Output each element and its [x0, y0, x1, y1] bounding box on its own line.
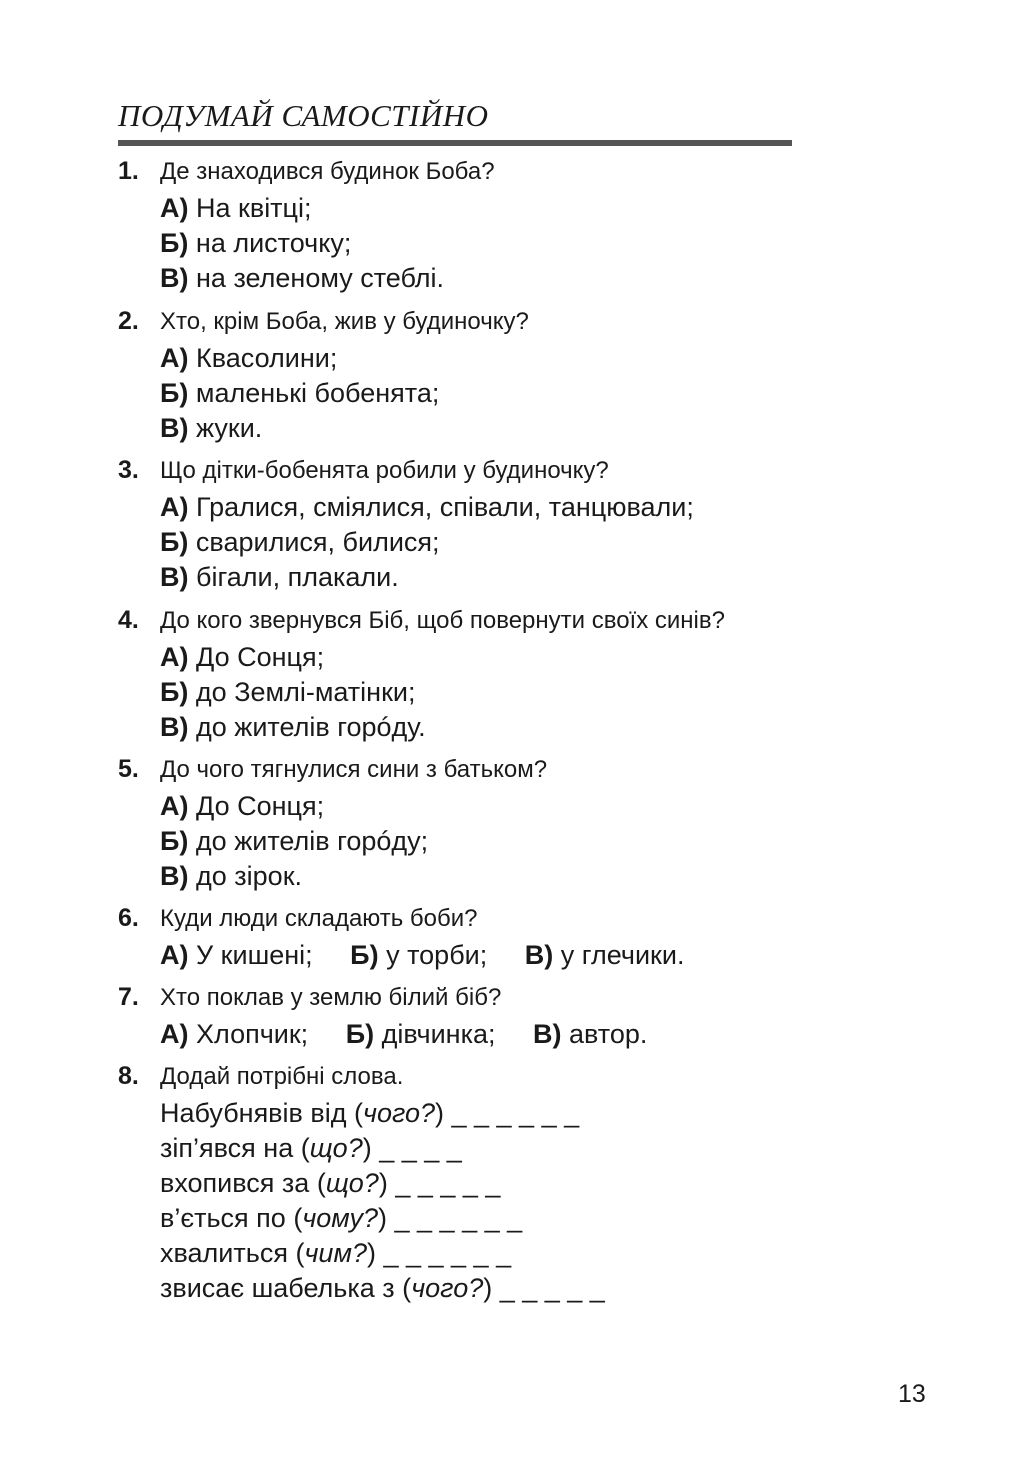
option-a: А) До Сонця;: [160, 791, 325, 821]
options-row: [160, 938, 684, 973]
question-number: 1.: [118, 157, 139, 185]
fill-line: в’ється по (чому?) _ _ _ _ _ _: [160, 1203, 523, 1233]
question-number: 8.: [118, 1062, 139, 1090]
question-5: [118, 755, 547, 894]
option-a: А) Квасолини;: [160, 343, 338, 373]
fill-line: звисає шабелька з (чого?) _ _ _ _ _: [160, 1273, 605, 1303]
option-c-letter: В): [524, 940, 554, 970]
question-text: Додай потрібні слова.: [160, 1063, 404, 1090]
option-c-letter: В): [533, 1019, 562, 1049]
option-b-letter: Б): [345, 1019, 375, 1049]
option-c: В) на зеленому стеблі.: [160, 263, 444, 293]
option-c-text: автор.: [569, 1019, 648, 1049]
option-a-letter: А): [160, 1019, 189, 1049]
fill-line: хвалиться (чим?) _ _ _ _ _ _: [160, 1238, 512, 1268]
option-b: Б) до жителів горóду;: [160, 826, 429, 856]
option-b: Б) сварилися, билися;: [160, 527, 440, 557]
question-number: 5.: [118, 755, 139, 783]
question-3: [118, 456, 694, 595]
question-7: [118, 983, 647, 1052]
option-b: Б) маленькі бобенята;: [160, 378, 440, 408]
options-row: [160, 1017, 647, 1052]
question-8: [118, 1062, 605, 1306]
option-a-text: Хлопчик;: [196, 1019, 309, 1049]
question-number: 4.: [118, 606, 139, 634]
section-title: ПОДУМАЙ САМОСТІЙНО: [118, 98, 489, 133]
option-b-text: дівчинка;: [381, 1019, 496, 1049]
question-text: Хто, крім Боба, жив у будиночку?: [160, 308, 529, 335]
fill-line: вхопився за (що?) _ _ _ _ _: [160, 1168, 501, 1198]
option-c-text: у глечики.: [560, 940, 685, 970]
question-text: Що дітки-бобенята робили у будиночку?: [160, 457, 609, 484]
question-number: 2.: [118, 307, 139, 335]
question-number: 6.: [118, 904, 139, 932]
question-text: Куди люди складають боби?: [160, 905, 478, 932]
option-b: Б) до Землі-матінки;: [160, 677, 416, 707]
option-a: А) На квітці;: [160, 193, 312, 223]
question-text: До кого звернувся Біб, щоб повернути своїх синів?: [160, 607, 725, 634]
option-c: В) до жителів горóду.: [160, 712, 426, 742]
option-a-text: У кишені;: [196, 940, 313, 970]
option-c: В) жуки.: [160, 413, 263, 443]
fill-line: зіп’явся на (що?) _ _ _ _: [160, 1133, 462, 1163]
question-4: [118, 606, 725, 745]
option-a: А) Гралися, сміялися, співали, танцювали;: [160, 492, 694, 522]
option-a-letter: А): [160, 940, 189, 970]
question-text: До чого тягнулися сини з батьком?: [160, 756, 548, 783]
option-b-text: у торби;: [386, 940, 488, 970]
question-2: [118, 307, 529, 446]
title-underline: [118, 140, 792, 146]
option-c: В) бігали, плакали.: [160, 562, 399, 592]
page-number: 13: [898, 1380, 926, 1408]
question-number: 7.: [118, 983, 139, 1011]
question-1: [118, 157, 495, 296]
option-a: А) До Сонця;: [160, 642, 325, 672]
option-b: Б) на листочку;: [160, 228, 352, 258]
question-text: Хто поклав у землю білий біб?: [160, 984, 502, 1011]
fill-line: Набубнявів від (чого?) _ _ _ _ _ _: [160, 1098, 580, 1128]
option-c: В) до зірок.: [160, 861, 303, 891]
question-text: Де знаходився будинок Боба?: [160, 158, 495, 185]
question-number: 3.: [118, 456, 139, 484]
option-b-letter: Б): [350, 940, 379, 970]
question-6: [118, 904, 684, 973]
